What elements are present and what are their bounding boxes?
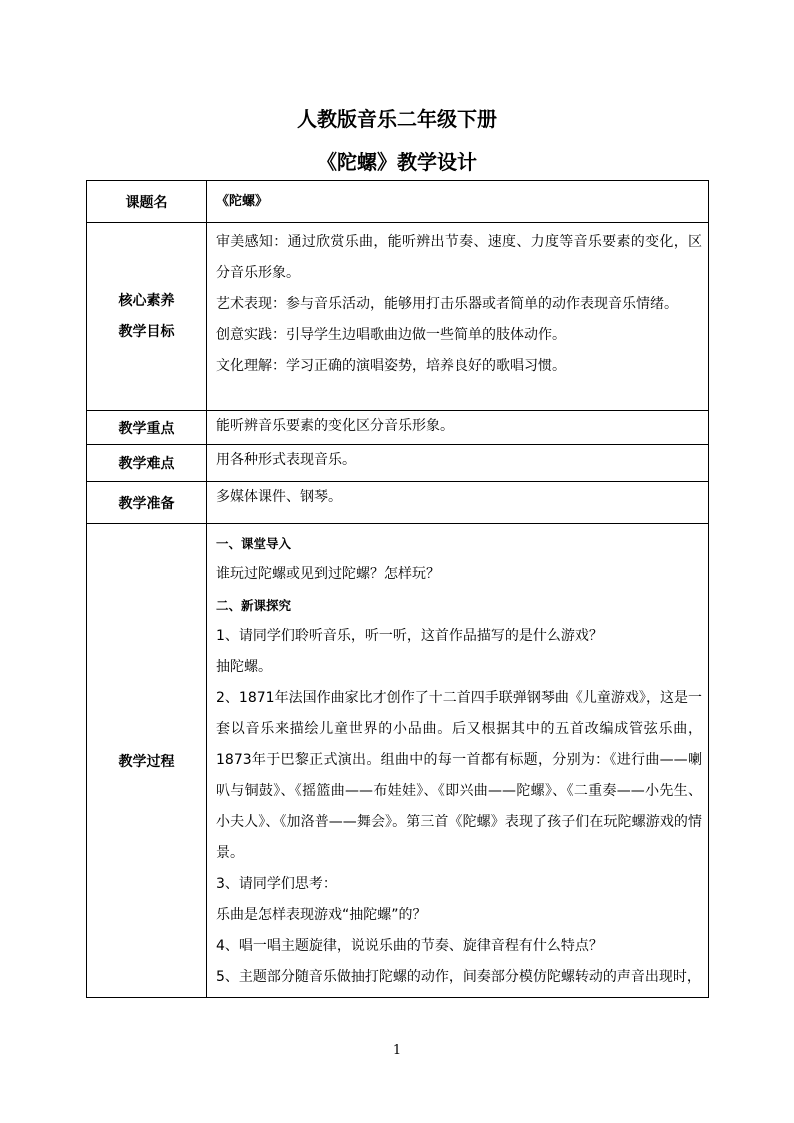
table-row-goals	[87, 223, 709, 411]
document-subtitle: 《陀螺》教学设计	[317, 150, 477, 174]
table-row-topic	[87, 181, 709, 223]
topic-value: 《陀螺》	[216, 194, 269, 209]
label-key-point: 教学重点	[87, 411, 207, 445]
difficulty-value: 用各种形式表现音乐。	[216, 452, 356, 468]
process-text-5: 3、请同学们思考：	[216, 876, 337, 892]
key-point-value: 能听辨音乐要素的变化区分音乐形象。	[216, 418, 454, 434]
process-text-2: 1、请同学们聆听音乐，听一听，这首作品描写的是什么游戏？	[216, 628, 603, 644]
goal-culture: 文化理解：学习正确的演唱姿势，培养良好的歌唱习惯。	[216, 358, 566, 374]
table-row-difficulty	[87, 445, 709, 482]
process-text-8: 5、主题部分随音乐做抽打陀螺的动作，间奏部分模仿陀螺转动的声音出现时，	[216, 969, 701, 985]
goal-creative: 创意实践：引导学生边唱歌曲边做一些简单的肢体动作。	[216, 327, 566, 343]
process-section-explore: 二、新课探究	[216, 598, 292, 613]
page-number: 1	[392, 1043, 402, 1058]
process-text-7: 4、唱一唱主题旋律，说说乐曲的节奏、旋律音程有什么特点？	[216, 938, 603, 954]
process-text-1: 谁玩过陀螺或见到过陀螺？怎样玩？	[216, 566, 440, 582]
process-section-intro: 一、课堂导入	[216, 536, 292, 551]
table-row-process	[87, 524, 709, 998]
label-difficulty: 教学难点	[87, 445, 207, 482]
label-topic: 课题名	[87, 181, 207, 223]
lesson-plan-table	[86, 180, 709, 998]
process-text-3: 抽陀螺。	[216, 659, 272, 675]
label-goals	[87, 223, 207, 411]
process-text-4: 2、1871年法国作曲家比才创作了十二首四手联弹钢琴曲《儿童游戏》，这是一套以音乐来描绘儿童世界的小品曲。后又根据其中的五首改编成管弦乐曲，1873年于巴黎正式演出。组曲中的每一首都有标题，分别为：《进行曲——喇叭与铜鼓》、《摇篮曲——布娃娃》、《即兴曲——陀螺》、《二重奏——小先生、小夫人》、《加洛普——舞会》。第三首《陀螺》表现了孩子们在玩陀螺游戏的情景。	[216, 690, 702, 861]
preparation-value: 多媒体课件、钢琴。	[216, 489, 342, 505]
document-title: 人教版音乐二年级下册	[297, 107, 497, 131]
goal-aesthetic: 审美感知：通过欣赏乐曲，能听辨出节奏、速度、力度等音乐要素的变化，区分音乐形象。	[216, 234, 702, 281]
goal-expression: 艺术表现：参与音乐活动，能够用打击乐器或者简单的动作表现音乐情绪。	[216, 296, 678, 312]
label-goals-line1: 核心素养	[118, 292, 175, 309]
process-text-6: 乐曲是怎样表现游戏“抽陀螺”的？	[216, 907, 427, 923]
table-row-key-point	[87, 411, 709, 445]
table-row-preparation	[87, 482, 709, 524]
label-process: 教学过程	[87, 524, 207, 998]
label-preparation: 教学准备	[87, 482, 207, 524]
label-goals-line2: 教学目标	[118, 323, 175, 340]
